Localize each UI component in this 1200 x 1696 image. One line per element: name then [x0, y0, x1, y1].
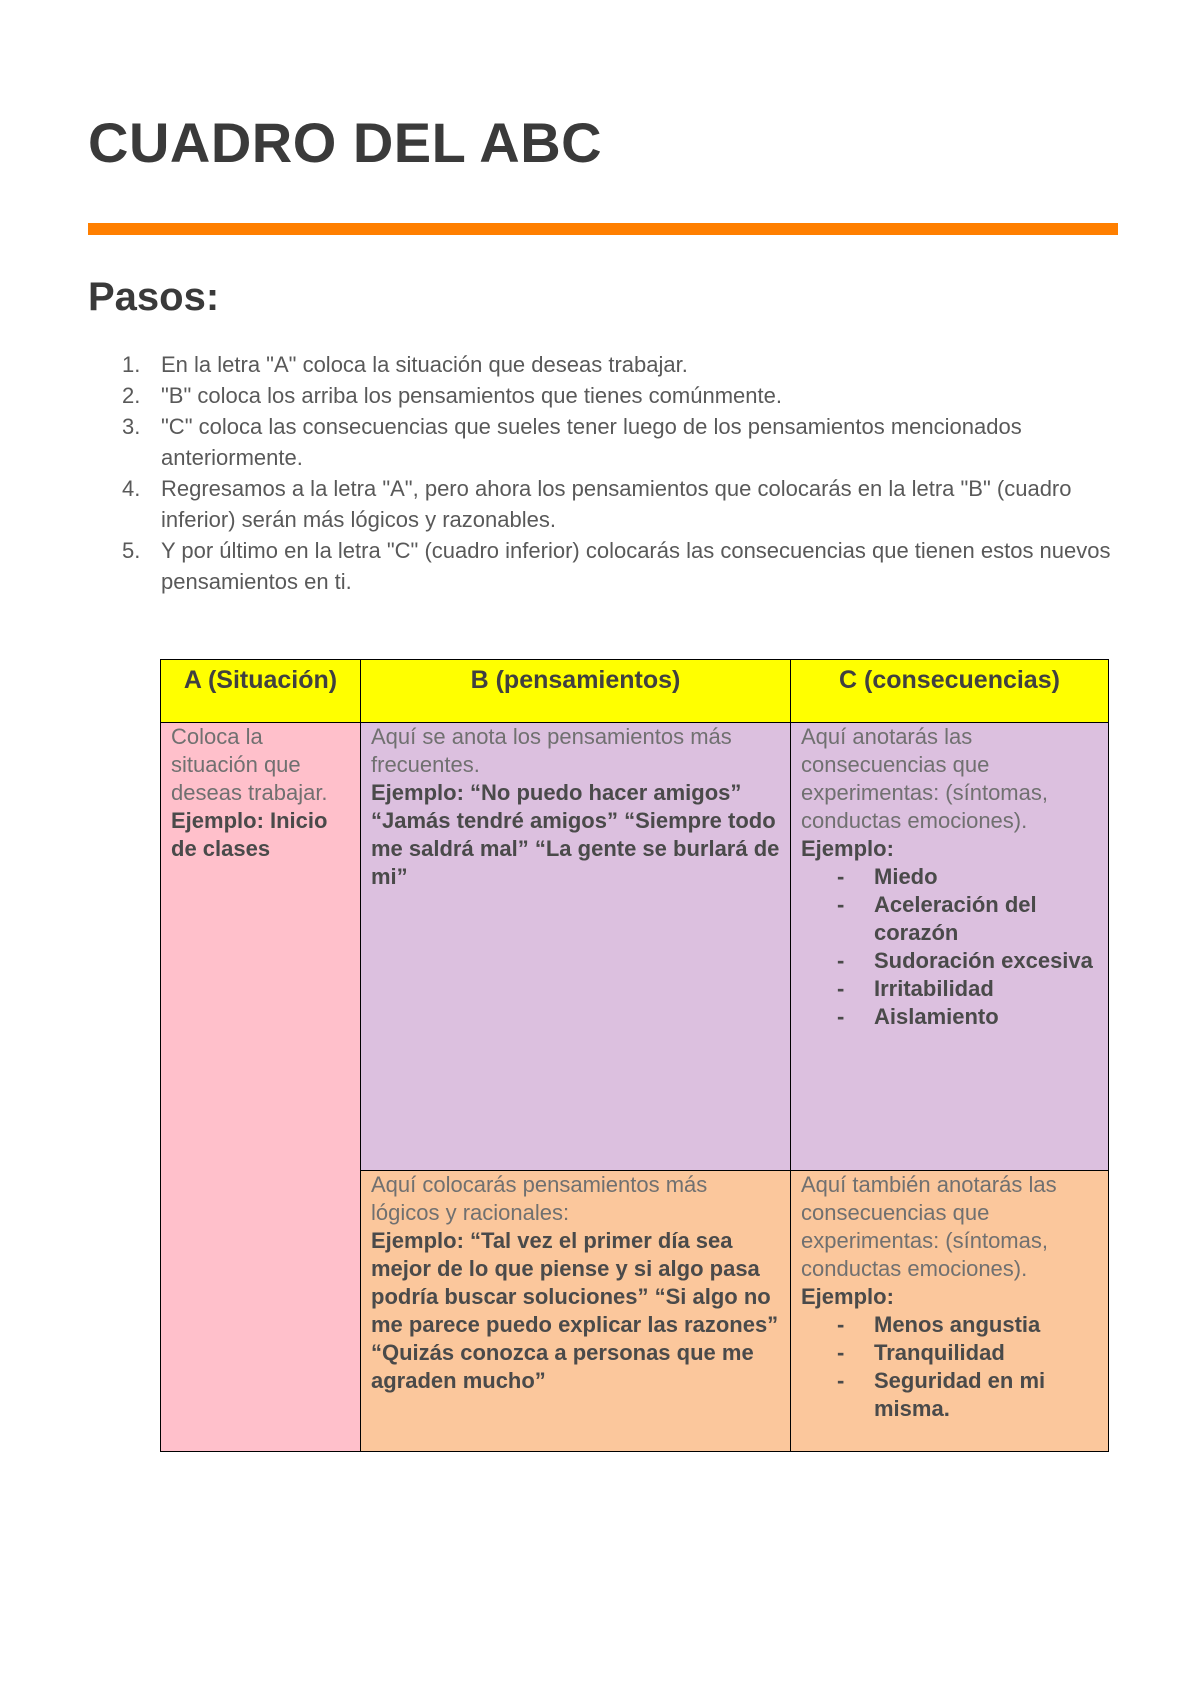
step-item: [88, 473, 1118, 535]
title-underline-rule: [88, 223, 1118, 235]
dash-bullet: -: [837, 948, 845, 973]
cell-consequences-bottom: [791, 1171, 1109, 1452]
cell-a-example: Ejemplo: Inicio de clases: [171, 808, 328, 861]
steps-list: [88, 349, 1118, 597]
dash-bullet: -: [837, 1368, 845, 1393]
dash-bullet: -: [837, 1004, 845, 1029]
list-item: [801, 863, 1098, 891]
table-header-row: [161, 660, 1109, 723]
list-item-text: Seguridad en mi misma.: [874, 1368, 1046, 1421]
header-b: B (pensamientos): [361, 660, 791, 723]
list-item-text: Tranquilidad: [874, 1340, 1005, 1365]
header-c: C (consecuencias): [791, 660, 1109, 723]
list-item: [801, 1339, 1098, 1367]
dash-bullet: -: [837, 976, 845, 1001]
step-number: 1.: [122, 352, 141, 377]
cell-c-bottom-example-label: Ejemplo:: [801, 1284, 894, 1309]
header-a: A (Situación): [161, 660, 361, 723]
step-item: [88, 535, 1118, 597]
list-item-text: Irritabilidad: [874, 976, 994, 1001]
cell-thoughts-top: [361, 723, 791, 1171]
list-item: [801, 1367, 1098, 1423]
list-item: [801, 1311, 1098, 1339]
list-item-text: Menos angustia: [874, 1312, 1041, 1337]
list-item: [801, 1003, 1098, 1031]
step-item: [88, 411, 1118, 473]
step-number: 5.: [122, 538, 141, 563]
cell-b-top-instruction: Aquí se anota los pensamientos más frecuentes.: [371, 724, 732, 777]
step-text: En la letra "A" coloca la situación que deseas trabajar.: [161, 352, 688, 377]
step-text: Regresamos a la letra "A", pero ahora los pensamientos que colocarás en la letra "B" (cuadro inferior) serán más lógicos y razonables.: [161, 476, 1072, 532]
step-number: 4.: [122, 476, 141, 501]
list-item: [801, 975, 1098, 1003]
cell-c-top-list: [801, 863, 1098, 1031]
dash-bullet: -: [837, 1340, 845, 1365]
step-text: "B" coloca los arriba los pensamientos que tienes comúnmente.: [161, 383, 782, 408]
list-item-text: Miedo: [874, 864, 938, 889]
steps-heading: Pasos:: [88, 275, 220, 319]
table-row-top: [161, 723, 1109, 1171]
dash-bullet: -: [837, 892, 845, 917]
list-item: [801, 891, 1098, 947]
step-number: 3.: [122, 414, 141, 439]
cell-a-instruction: Coloca la situación que deseas trabajar.: [171, 724, 328, 805]
abc-table: [160, 659, 1109, 1452]
list-item-text: Sudoración excesiva: [874, 948, 1093, 973]
dash-bullet: -: [837, 1312, 845, 1337]
step-item: [88, 349, 1118, 380]
list-item-text: Aceleración del corazón: [874, 892, 1037, 945]
cell-consequences-top: [791, 723, 1109, 1171]
list-item: [801, 947, 1098, 975]
step-text: "C" coloca las consecuencias que sueles tener luego de los pensamientos mencionados anteriormente.: [161, 414, 1022, 470]
step-item: [88, 380, 1118, 411]
dash-bullet: -: [837, 864, 845, 889]
list-item-text: Aislamiento: [874, 1004, 999, 1029]
cell-situation: [161, 723, 361, 1452]
document-title: CUADRO DEL ABC: [88, 111, 603, 174]
cell-b-top-example: Ejemplo: “No puedo hacer amigos” “Jamás tendré amigos” “Siempre todo me saldrá mal” “La gente se burlará de mi”: [371, 780, 780, 889]
cell-c-top-instruction: Aquí anotarás las consecuencias que experimentas: (síntomas, conductas emociones).: [801, 724, 1048, 833]
step-number: 2.: [122, 383, 141, 408]
cell-c-bottom-list: [801, 1311, 1098, 1423]
cell-c-bottom-instruction: Aquí también anotarás las consecuencias que experimentas: (síntomas, conductas emociones).: [801, 1172, 1057, 1281]
step-text: Y por último en la letra "C" (cuadro inferior) colocarás las consecuencias que tienen estos nuevos pensamientos en ti.: [161, 538, 1111, 594]
cell-thoughts-bottom: [361, 1171, 791, 1452]
cell-c-top-example-label: Ejemplo:: [801, 836, 894, 861]
cell-b-bottom-instruction: Aquí colocarás pensamientos más lógicos y racionales:: [371, 1172, 708, 1225]
cell-b-bottom-example: Ejemplo: “Tal vez el primer día sea mejor de lo que piense y si algo pasa podría buscar soluciones” “Si algo no me parece puedo explicar las razones” “Quizás conozca a personas que me agraden mucho”: [371, 1228, 779, 1393]
